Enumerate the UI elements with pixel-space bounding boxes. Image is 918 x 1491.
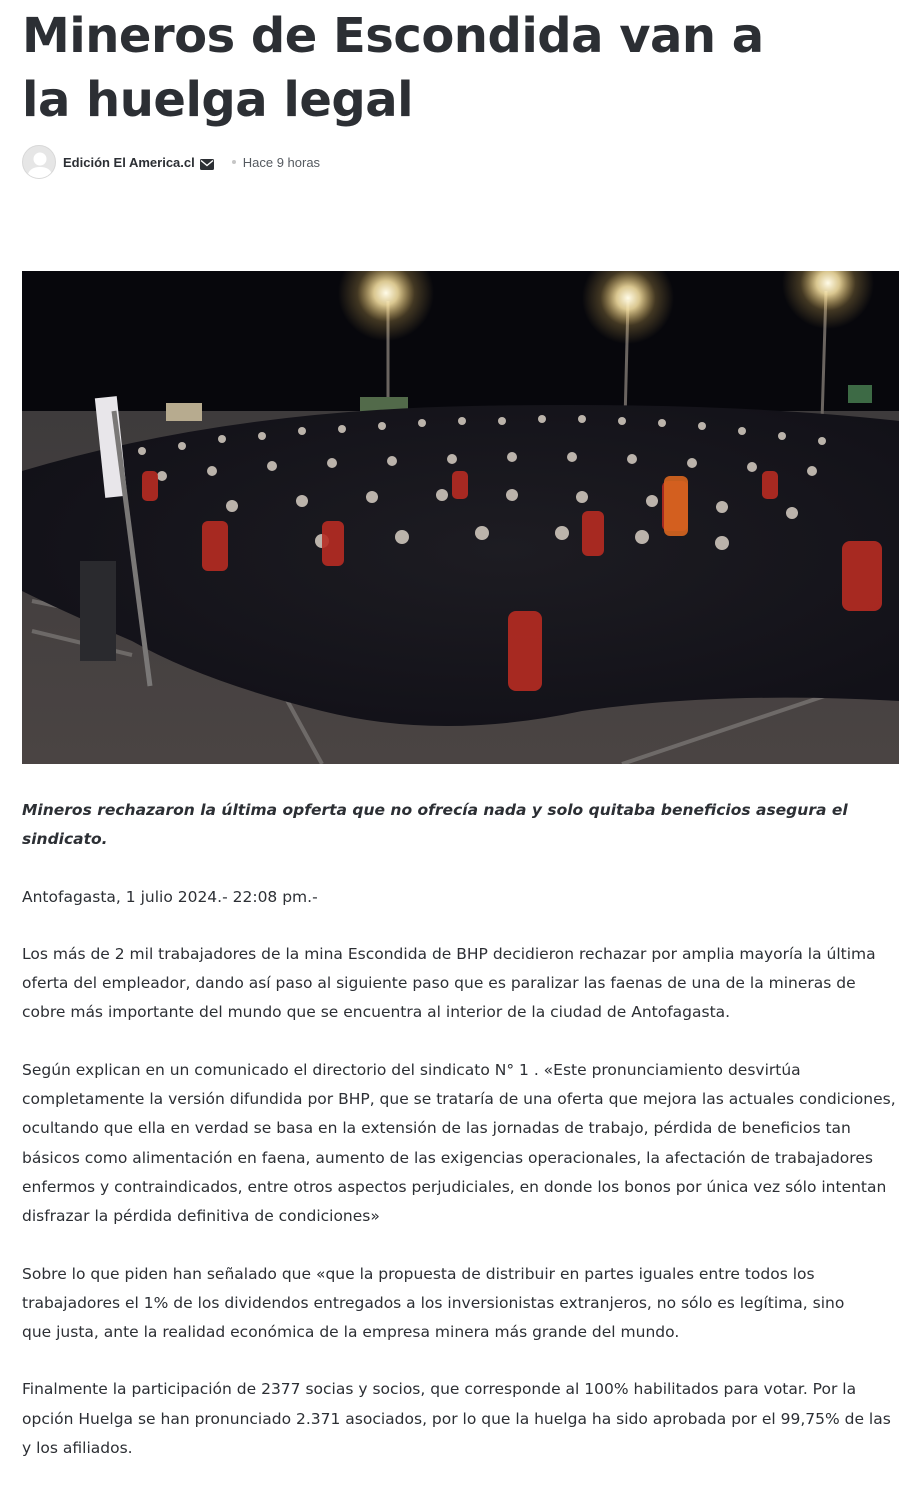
article-paragraph-4-line-2: que justa, ante la realidad económica de la empresa minera más grande del mundo. — [22, 1323, 680, 1342]
envelope-icon[interactable] — [200, 157, 214, 168]
article-title: Mineros de Escondida van a la huelga legal — [22, 8, 764, 128]
meta-separator-dot — [232, 160, 236, 164]
author-avatar[interactable] — [22, 145, 56, 179]
article-paragraph-2: Los más de 2 mil trabajadores de la mina Escondida de BHP decidieron rechazar por amplia mayoría la última oferta del empleador, dando así paso al siguiente paso que es paralizar las faenas de una de la mineras de cobre más importante del mundo que se encuentra al interior de la ciudad de Antofagasta. — [22, 944, 876, 1022]
author-name-link[interactable]: Edición El America.cl — [63, 154, 195, 170]
featured-image — [22, 271, 899, 764]
publish-date: Hace 9 horas — [242, 154, 321, 170]
article — [22, 0, 899, 1458]
article-paragraph-4-line-1: Sobre lo que piden han señalado que «que la propuesta de distribuir en partes iguales entre todos los trabajadores el 1% de los dividendos entregados a los inversionistas extranjeros, no sólo es legítima, sino — [22, 1264, 845, 1312]
miners-night-photo — [22, 271, 899, 764]
article-paragraph-5: Finalmente la participación de 2377 socias y socios, que corresponde al 100% habilitados para votar. Por la opción Huelga se han pronunciado 2.371 asociados, por lo que la huelga ha sido aprobada por el 99,75% de las y los afiliados. — [22, 1380, 891, 1458]
article-body — [22, 796, 902, 1491]
user-avatar-icon — [23, 146, 56, 179]
article-paragraph-4 — [22, 1260, 902, 1348]
article-paragraph-3: Según explican en un comunicado el directorio del sindicato N° 1 . «Este pronunciamiento desvirtúa completamente la versión difundida por BHP, que se trataría de una oferta que mejora las actuales condiciones, ocultando que ella en verdad se basa en la extensión de las jornadas de trabajo, pérdida de beneficios tan básicos como alimentación en faena, aumento de las exigencias operacionales, la afectación de trabajadores enfermos y contraindicados, entre otros aspectos perjudiciales, en donde los bonos por única vez sólo intentan disfrazar la pérdida definitiva de condiciones» — [22, 1060, 896, 1226]
article-lead: Mineros rechazaron la última opferta que no ofrecía nada y solo quitaba beneficios asegura el sindicato. — [22, 801, 848, 849]
article-paragraph-1: Antofagasta, 1 julio 2024.- 22:08 pm.- — [22, 887, 318, 906]
article-meta — [22, 144, 320, 180]
